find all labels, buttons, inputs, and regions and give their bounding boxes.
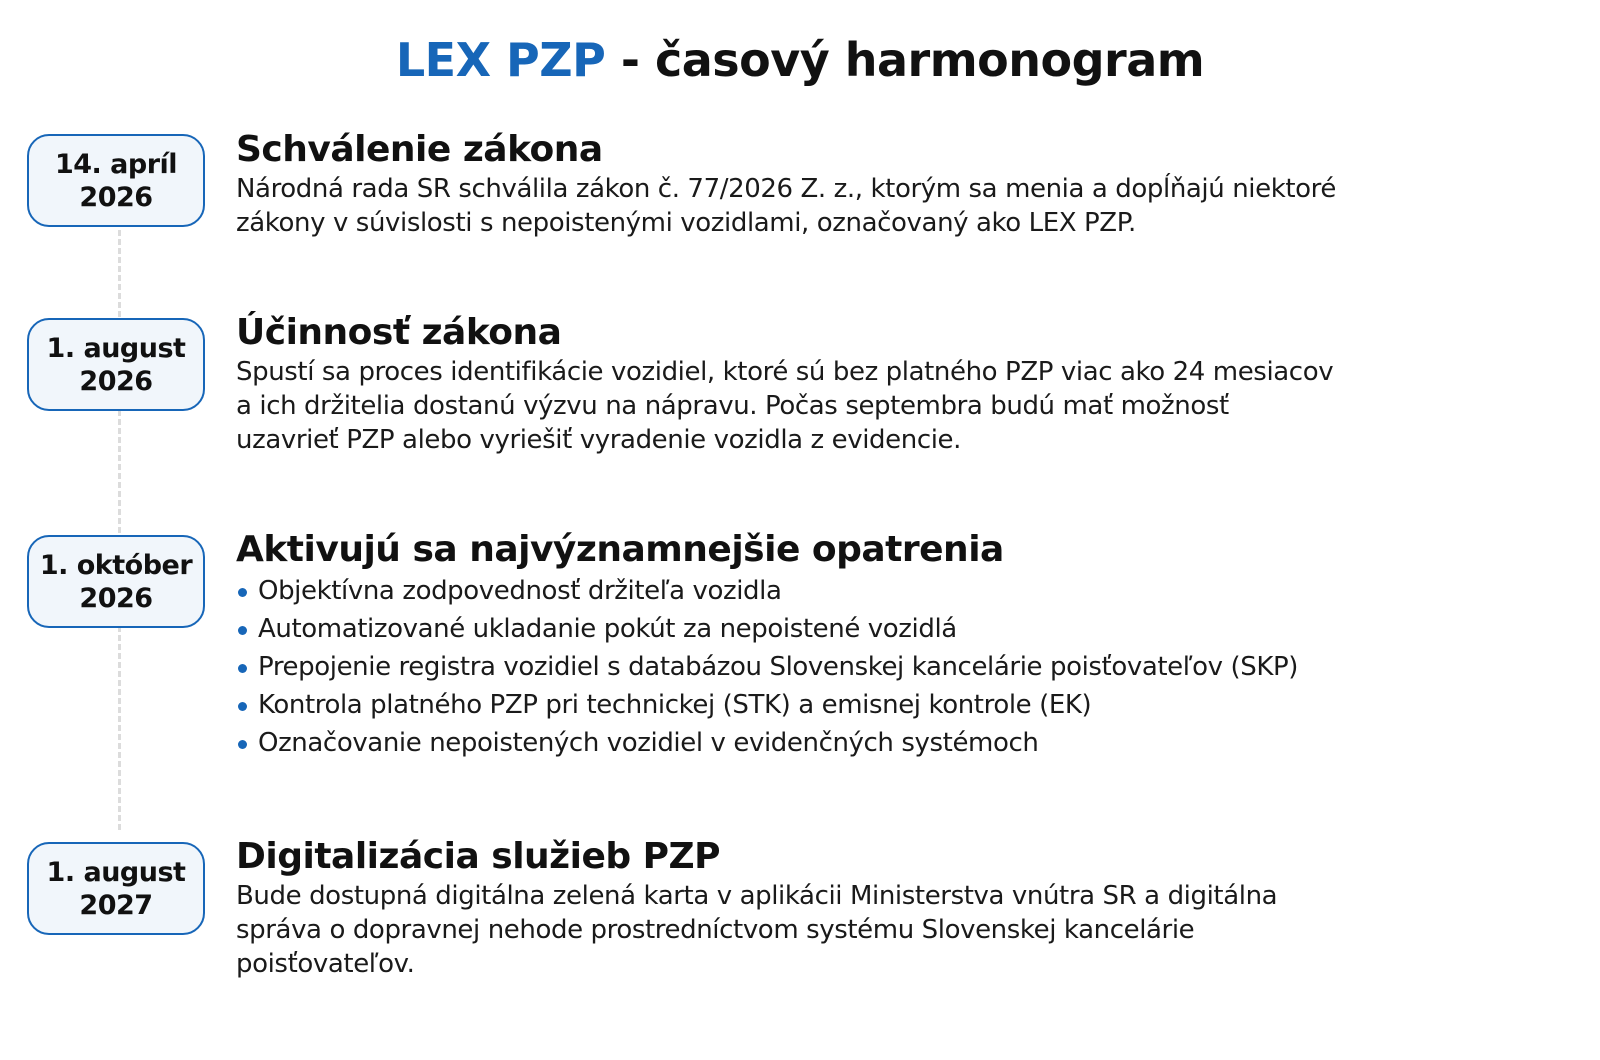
- description-line: uzavrieť PZP alebo vyriešiť vyradenie vozidla z evidencie.: [236, 425, 962, 455]
- description-line: správa o dopravnej nehode prostredníctvom systému Slovenskej kancelárie: [236, 915, 1195, 945]
- event-heading: Schválenie zákona: [236, 129, 603, 170]
- description-line: Bude dostupná digitálna zelená karta v aplikácii Ministerstva vnútra SR a digitálna: [236, 881, 1278, 911]
- date-badge: [27, 134, 205, 227]
- date-year: 2026: [79, 582, 153, 614]
- list-item: Automatizované ukladanie pokút za nepoistené vozidlá: [236, 610, 1576, 648]
- event-heading: Aktivujú sa najvýznamnejšie opatrenia: [236, 529, 1004, 570]
- list-item: Prepojenie registra vozidiel s databázou Slovenskej kancelárie poisťovateľov (SKP): [236, 648, 1576, 686]
- page-title: [0, 30, 1600, 90]
- measures-list: [236, 572, 1576, 762]
- description-line: poisťovateľov.: [236, 949, 415, 979]
- date-year: 2026: [79, 365, 153, 397]
- date-badge: [27, 318, 205, 411]
- date-badge: [27, 842, 205, 935]
- description-line: zákony v súvislosti s nepoistenými vozidlami, označovaný ako LEX PZP.: [236, 208, 1136, 238]
- description-line: a ich držitelia dostanú výzvu na nápravu. Počas septembra budú mať možnosť: [236, 391, 1229, 421]
- event-heading: Účinnosť zákona: [236, 312, 562, 353]
- list-item: Označovanie nepoistených vozidiel v evidenčných systémoch: [236, 724, 1576, 762]
- title-rest: - časový harmonogram: [605, 33, 1205, 87]
- title-accent: LEX PZP: [395, 33, 606, 87]
- list-item: Objektívna zodpovednosť držiteľa vozidla: [236, 572, 1576, 610]
- event-content: [236, 835, 1576, 981]
- date-year: 2026: [79, 181, 153, 213]
- date-year: 2027: [79, 889, 153, 921]
- event-content: [236, 128, 1576, 240]
- event-description: [236, 172, 1576, 240]
- description-line: Spustí sa proces identifikácie vozidiel, ktoré sú bez platného PZP viac ako 24 mesiacov: [236, 357, 1334, 387]
- event-content: [236, 311, 1576, 457]
- date-badge: [27, 535, 205, 628]
- event-heading: Digitalizácia služieb PZP: [236, 836, 721, 877]
- date-day-month: 14. apríl: [54, 148, 178, 180]
- date-day-month: 1. október: [39, 549, 193, 581]
- date-day-month: 1. august: [46, 856, 186, 888]
- list-item: Kontrola platného PZP pri technickej (STK) a emisnej kontrole (EK): [236, 686, 1576, 724]
- date-day-month: 1. august: [46, 332, 186, 364]
- event-content: [236, 528, 1576, 762]
- event-description: [236, 355, 1576, 457]
- event-description: [236, 879, 1576, 981]
- description-line: Národná rada SR schválila zákon č. 77/2026 Z. z., ktorým sa menia a dopĺňajú niektoré: [236, 174, 1336, 204]
